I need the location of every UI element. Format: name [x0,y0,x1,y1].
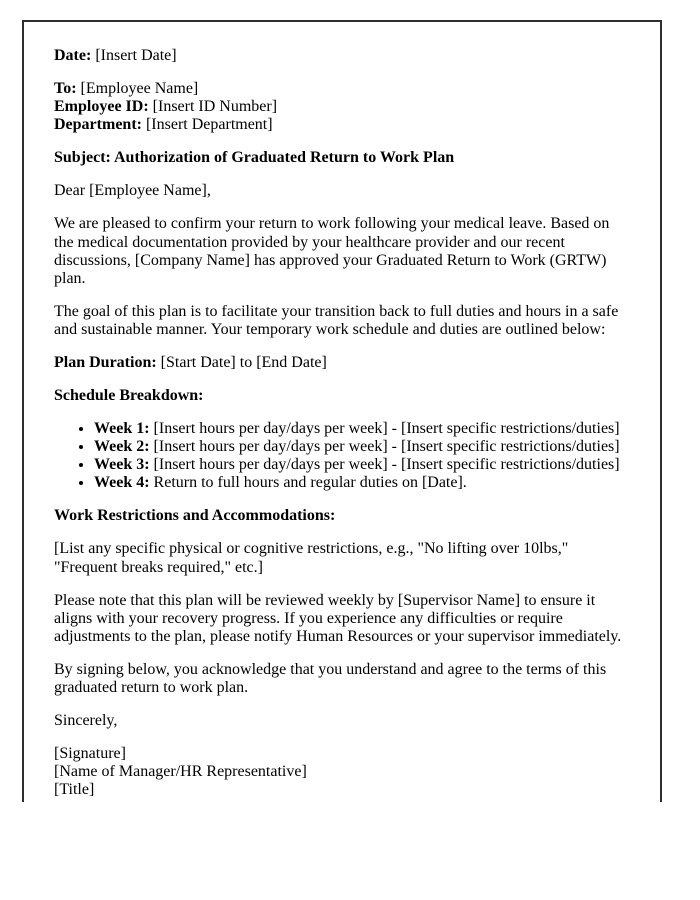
schedule-list [54,420,630,492]
letter-container [22,20,662,802]
plan-duration-line [54,354,630,372]
week4-text: Return to full hours and regular duties on [Date]. [153,474,467,492]
salutation: Dear [Employee Name], [54,182,211,200]
restrictions-heading-text: Work Restrictions and Accommodations: [54,507,336,525]
department-value: [Insert Department] [145,116,273,134]
subject-text: Subject: Authorization of Graduated Return to Work Plan [54,149,455,167]
employee-id-label: Employee ID: [54,98,149,116]
week3-label: Week 3: [94,456,150,474]
date-line [54,47,630,65]
department-label: Department: [54,116,142,134]
title-placeholder: [Title] [54,781,95,799]
plan-duration-label: Plan Duration: [54,353,157,371]
schedule-item-week1 [94,420,630,438]
employee-id-value: [Insert ID Number] [152,98,278,116]
signature-block [54,745,630,799]
schedule-item-week4 [94,474,630,492]
week1-label: Week 1: [94,420,150,438]
recipient-block [54,80,630,134]
to-value: [Employee Name] [80,80,199,98]
review-paragraph: Please note that this plan will be reviewed weekly by [Supervisor Name] to ensure it aligns with your recovery progress. If you experience any difficulties or require adjustments to the plan, please notify Human Resources or your supervisor immediately. [54,591,622,645]
signature-placeholder: [Signature] [54,745,126,763]
plan-duration-value: [Start Date] to [End Date] [160,353,327,371]
restrictions-paragraph: [List any specific physical or cognitive restrictions, e.g., "No lifting over 10lbs," "Frequent breaks required," etc.] [54,540,569,576]
schedule-heading-text: Schedule Breakdown: [54,387,204,405]
schedule-heading [54,387,630,405]
schedule-item-week3 [94,456,630,474]
acknowledgement-paragraph: By signing below, you acknowledge that you understand and agree to the terms of this graduated return to work plan. [54,660,607,696]
manager-name-placeholder: [Name of Manager/HR Representative] [54,763,307,781]
closing: Sincerely, [54,712,118,730]
intro-paragraph: We are pleased to confirm your return to work following your medical leave. Based on the medical documentation provided by your healthcare provider and our recent discussions, [Company Name] has approved your Graduated Return to Work (GRTW) plan. [54,215,610,287]
week4-label: Week 4: [94,474,150,492]
restrictions-heading [54,507,630,525]
goal-paragraph: The goal of this plan is to facilitate your transition back to full duties and hours in a safe and sustainable manner. Your temporary work schedule and duties are outlined below: [54,302,619,338]
date-label: Date: [54,47,92,64]
week1-text: [Insert hours per day/days per week] - [Insert specific restrictions/duties] [153,420,620,438]
date-value: [Insert Date] [95,47,177,64]
week3-text: [Insert hours per day/days per week] - [Insert specific restrictions/duties] [153,456,620,474]
schedule-item-week2 [94,438,630,456]
week2-label: Week 2: [94,438,150,456]
to-label: To: [54,80,77,98]
subject-line [54,149,630,167]
week2-text: [Insert hours per day/days per week] - [Insert specific restrictions/duties] [153,438,620,456]
